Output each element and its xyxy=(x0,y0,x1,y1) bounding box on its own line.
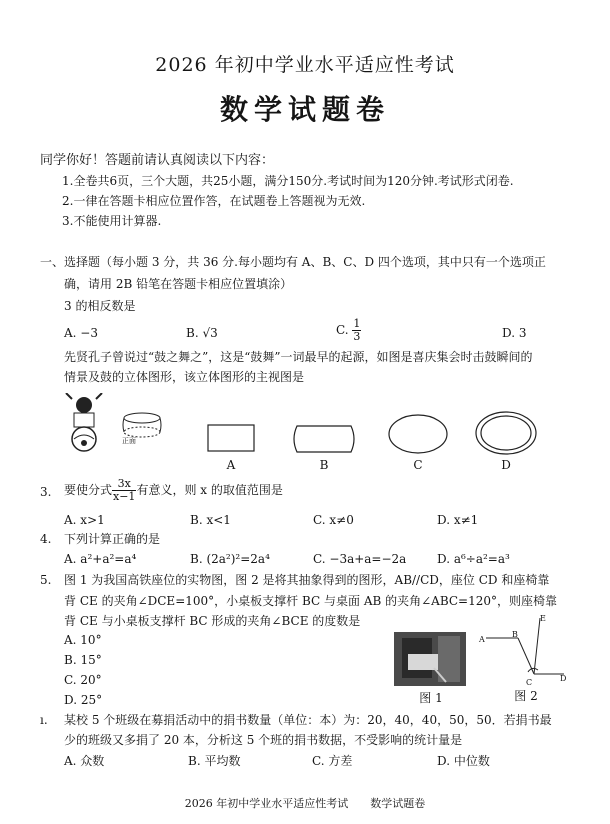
option-a-rectangle xyxy=(207,424,255,452)
q3-number: 3. xyxy=(40,485,52,499)
section1-line1: 一、选择题（每小题 3 分，共 36 分.每小题均有 A、B、C、D 四个选项，其中只有一个选项正 xyxy=(40,255,546,269)
notice-item-3: 3.不能使用计算器. xyxy=(62,214,162,228)
q6-option-c: C. 方差 xyxy=(312,754,353,768)
q2-line2: 情景及鼓的立体图形，该立体图形的主视图是 xyxy=(64,370,305,384)
option-a-label: A xyxy=(226,458,236,472)
exam-title: 2026 年初中学业水平适应性考试 xyxy=(155,54,455,76)
q1-stem: 3 的相反数是 xyxy=(64,299,136,313)
q6-option-b: B. 平均数 xyxy=(188,754,241,768)
option-c-label: C xyxy=(413,458,423,472)
section1-line2: 确，请用 2B 铅笔在答题卡相应位置填涂） xyxy=(64,277,293,291)
q2-line1: 先贤孔子曾说过“鼓之舞之”，这是“鼓舞”一词最早的起源，如图是喜庆集会时击鼓瞬间的 xyxy=(64,350,533,364)
q4-stem: 下列计算正确的是 xyxy=(64,532,161,546)
point-c-label: C xyxy=(526,678,533,687)
option-b-drum-shape xyxy=(291,424,357,454)
q5-line2: 背 CE 的夹角∠DCE=100°，小桌板支撑杆 BC 与桌面 AB 的夹角∠ABC=120°，则座椅靠 xyxy=(64,594,558,608)
q1-option-d: D. 3 xyxy=(502,326,527,340)
figure2-caption: 图 2 xyxy=(514,689,538,703)
q3-option-d: D. x≠1 xyxy=(437,513,479,527)
option-d-double-ellipse xyxy=(474,410,538,456)
seat-photo-figure xyxy=(394,632,466,686)
notice-item-2: 2.一律在答题卡相应位置作答，在试题卷上答题视为无效. xyxy=(62,194,366,208)
figure1-caption: 图 1 xyxy=(419,691,443,705)
q5-number: 5. xyxy=(40,573,52,587)
q5-option-a: A. 10° xyxy=(64,633,102,647)
q6-number: ı. xyxy=(40,713,48,727)
option-b-label: B xyxy=(319,458,329,472)
q4-option-b: B. (2a²)²=2a⁴ xyxy=(190,552,270,566)
front-view-label: 正面 xyxy=(122,437,136,445)
q4-option-c: C. −3a+a=−2a xyxy=(313,552,407,566)
q6-line2: 少的班级又多捐了 20 本，分析这 5 个班的捐书数据，不受影响的统计量是 xyxy=(64,733,463,747)
q3-stem: 要使分式 $\frac{3x}{x-1}$ 有意义，则 x 的取值范围是 xyxy=(64,477,283,503)
q3-option-b: B. x<1 xyxy=(190,513,231,527)
point-d-label: D xyxy=(560,674,567,683)
q5-option-c: C. 20° xyxy=(64,673,102,687)
notice-intro: 同学你好！答题前请认真阅读以下内容： xyxy=(40,153,275,168)
q3-option-c: C. x≠0 xyxy=(313,513,354,527)
q4-option-a: A. a²+a²=a⁴ xyxy=(64,552,137,566)
q3-option-a: A. x>1 xyxy=(64,513,105,527)
q4-option-d: D. a⁶÷a²=a³ xyxy=(437,552,510,566)
q1-option-a: A. −3 xyxy=(64,326,98,340)
geometry-figure xyxy=(476,614,566,684)
q1-option-b: B. √3 xyxy=(186,326,218,340)
q5-option-b: B. 15° xyxy=(64,653,102,667)
point-e-label: E xyxy=(540,614,546,623)
q1-option-c: C. $\frac{1}{3}$ xyxy=(336,317,361,343)
page-footer: 2026 年初中学业水平适应性考试 数学试题卷 xyxy=(184,797,426,810)
q6-line1: 某校 5 个班级在募捐活动中的捐书数量（单位：本）为：20，40，40，50，50．若捐书最 xyxy=(64,713,552,727)
q6-option-a: A. 众数 xyxy=(64,754,105,768)
paper-title: 数学试题卷 xyxy=(219,93,390,126)
notice-item-1: 1.全卷共6页，三个大题，共25小题，满分150分.考试时间为120分钟.考试形式闭卷. xyxy=(62,174,514,188)
q5-option-d: D. 25° xyxy=(64,693,103,707)
point-a-label: A xyxy=(479,635,485,644)
q4-number: 4. xyxy=(40,532,52,546)
option-c-ellipse xyxy=(387,413,449,455)
q6-option-d: D. 中位数 xyxy=(437,754,490,768)
q5-line3: 背 CE 与小桌板支撑杆 BC 形成的夹角∠BCE 的度数是 xyxy=(64,614,361,628)
q5-line1: 图 1 为我国高铁座位的实物图，图 2 是将其抽象得到的图形，AB//CD，座位 CD 和座椅靠 xyxy=(64,573,550,587)
option-d-label: D xyxy=(501,458,511,472)
point-b-label: B xyxy=(512,630,518,639)
